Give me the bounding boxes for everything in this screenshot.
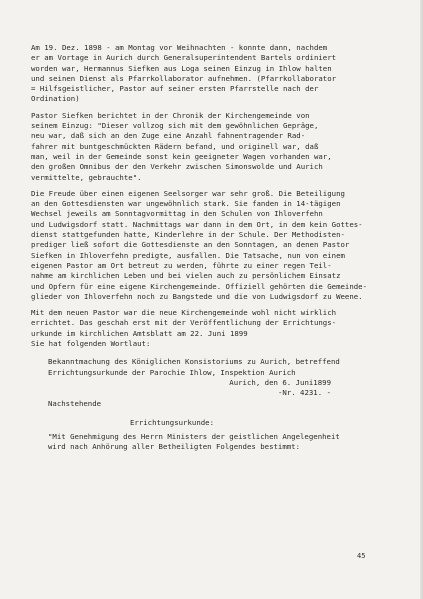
text-line: vermittelte, gebrauchte".: [31, 172, 142, 182]
text-line: prediger ließ sofort die Gottesdienste an den Sonntagen, an denen Pastor: [31, 240, 350, 250]
text-line: Siefken in Ihloverfehn predigte, ausfallen. Die Tatsache, nun von einem: [31, 250, 345, 260]
paragraph-congregation: [31, 189, 381, 302]
decree-heading-line: Bekanntmachung des Königlichen Konsistoriums zu Aurich, betreffend: [48, 357, 340, 367]
text-line: Wechsel jeweils am Sonntagvormittag in den Schulen von Ihloverfehn: [31, 209, 323, 219]
text-line: dienst stattgefunden hatte, Kinderlehre in der Schule. Der Methodisten-: [31, 230, 345, 240]
text-line: glieder von Ihloverfehn noch zu Bangstede und die von Ludwigsdorf zu Weene.: [31, 291, 363, 301]
text-line: Am 19. Dez. 1898 - am Montag vor Weihnachten - konnte dann, nachdem: [31, 43, 328, 52]
text-line: eigenen Pastor am Ort betreut zu werden, führte zu einer regen Teil-: [31, 260, 332, 270]
text-line: und seinen Dienst als Pfarrkollaborator aufnehmen. (Pfarrkollaborator: [31, 73, 337, 83]
text-line: urkunde im kirchlichen Amtsblatt am 22. Juni 1899: [31, 328, 248, 338]
text-line: man, weil in der Gemeinde sonst kein geeigneter Wagen vorhanden war,: [31, 151, 332, 161]
text-line: den großen Omnibus der den Verkehr zwischen Simonswolde und Aurich: [31, 162, 323, 172]
text-line: Sie hat folgenden Wortlaut:: [31, 339, 151, 349]
text-line: seinem Einzug: "Dieser vollzog sich mit dem gewöhnlichen Gepräge,: [31, 121, 319, 131]
page-number: 45: [357, 552, 366, 560]
decree-title: Errichtungsurkunde:: [130, 417, 215, 427]
text-line: nahme am kirchlichen Leben und bei vielen auch zu persönlichem Einsatz: [31, 271, 341, 281]
paragraph-chronicle: [31, 111, 381, 183]
decree-number: -Nr. 4231. -: [277, 388, 331, 398]
decree-heading-line: Errichtungsurkunde der Parochie Ihlow, Inspektion Aurich: [48, 367, 296, 377]
document-body: [31, 43, 381, 453]
text-line: fahrer mit buntgeschmückten Rädern befand, und originell war, daß: [31, 141, 319, 151]
decree-body-line: "Mit Genehmigung des Herrn Ministers der geistlichen Angelegenheit: [48, 432, 340, 442]
text-line: und Opfern für eine eigene Kirchengemeinde. Offiziell gehörten die Gemeinde-: [31, 281, 368, 291]
text-line: errichtet. Das geschah erst mit der Veröffentlichung der Errichtungs-: [31, 318, 337, 328]
text-line: Die Freude über einen eigenen Seelsorger war sehr groß. Die Beteiligung: [31, 188, 345, 198]
paragraph-ordination: [31, 43, 381, 105]
decree-nachstehende: Nachstehende: [48, 398, 102, 408]
text-line: Pastor Siefken berichtet in der Chronik der Kirchengemeinde von: [31, 110, 310, 120]
quoted-decree: [31, 357, 381, 452]
text-line: Ordination): [31, 94, 80, 104]
text-line: Mit dem neuen Pastor war die neue Kirchengemeinde wohl nicht wirklich: [31, 308, 337, 318]
decree-body-line: wird nach Anhörung aller Betheiligten Folgendes bestimmt:: [48, 442, 301, 452]
text-line: und Ludwigsdorf statt. Nachmittags war dann in dem Ort, in dem kein Gottes-: [31, 219, 363, 229]
text-line: er am Vortage in Aurich durch Generalsuperintendent Bartels ordiniert: [31, 53, 337, 63]
decree-place-date: Aurich, den 6. Juni1899: [229, 377, 331, 387]
text-line: worden war, Hermannus Siefken aus Loga seinen Einzug in Ihlow halten: [31, 63, 332, 73]
text-line: an den Gottesdiensten war ungewöhnlich stark. Sie fanden in 14-tägigen: [31, 199, 341, 209]
text-line: = Hilfsgeistlicher, Pastor auf seiner ersten Pfarrstelle nach der: [31, 84, 319, 94]
text-line: neu war, daß sich an den Zuge eine Anzahl fahnentragender Rad-: [31, 131, 306, 141]
paragraph-establishment: [31, 308, 381, 349]
